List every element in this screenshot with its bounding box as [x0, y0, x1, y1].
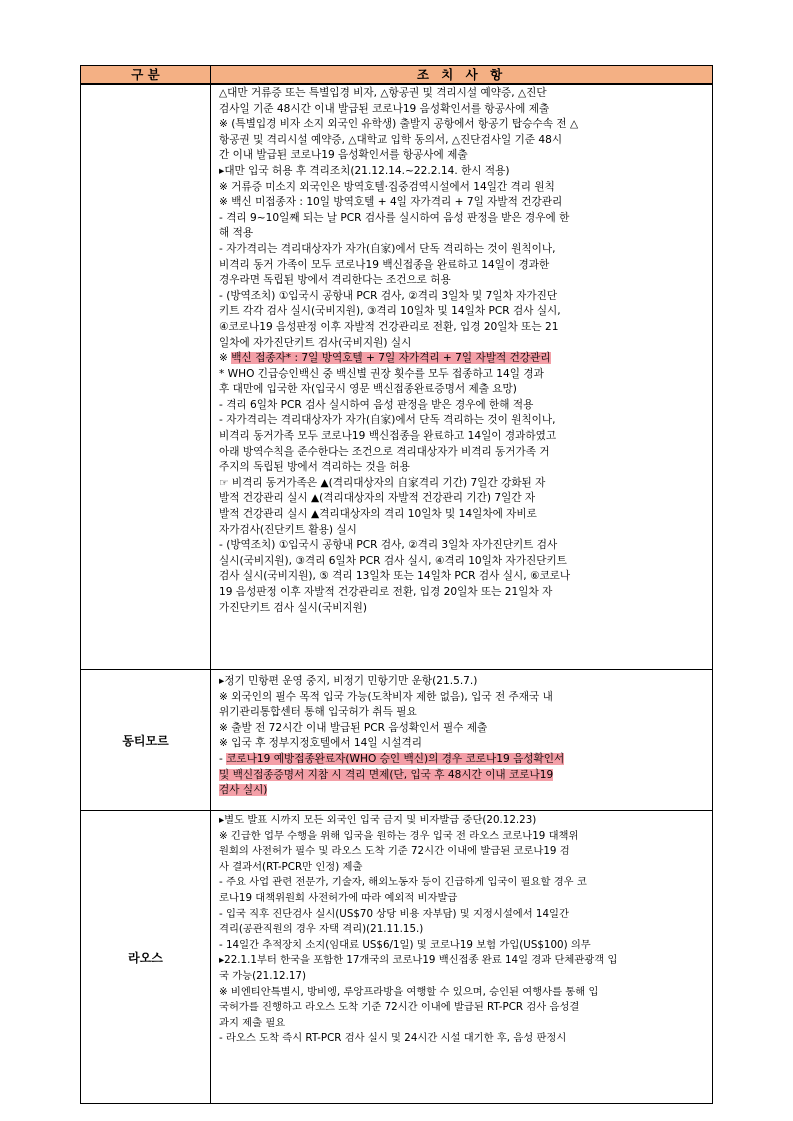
- text-line: ※ (특별입경 비자 소지 외국인 유학생) 출발지 공항에서 항공기 탑승수속 전 △: [219, 118, 579, 131]
- text-line: 항공권 및 격리시설 예약증, △대학교 입학 동의서, △진단검사일 기준 48시: [219, 133, 563, 146]
- text-line: ※ 백신 미접종자 : 10일 방역호텔 + 4일 자가격리 + 7일 자발적 건강관리: [219, 196, 563, 209]
- text-line: ▸대만 입국 허용 후 격리조치(21.12.14.~22.2.14. 한시 적용): [219, 164, 510, 177]
- text-line: 발적 건강관리 실시 ▲격리대상자의 격리 10일차 및 14일차에 자비로: [219, 508, 537, 521]
- text-line: 주지의 독립된 방에서 격리하는 것을 허용: [219, 461, 410, 474]
- text-line: ▸22.1.1부터 한국을 포함한 17개국의 코로나19 백신접종 완료 14일 경과 단체관광객 입: [219, 954, 618, 967]
- text-line: ※ 긴급한 업무 수행을 위해 입국을 원하는 경우 입국 전 라오스 코로나19 대책위: [219, 829, 579, 842]
- row-label: [81, 85, 211, 669]
- text-line: [219, 783, 709, 799]
- text-line: ※ 비엔티안특별시, 방비엥, 루앙프라방을 여행할 수 있으며, 승인된 여행사를 통해 입: [219, 985, 599, 998]
- text-line: 위기관리통합센터 통해 입국허가 취득 필요: [219, 706, 417, 719]
- header-category: 구 분: [81, 66, 211, 83]
- text-line: 발적 건강관리 실시 ▲(격리대상자의 자발적 건강관리 기간) 7일간 자: [219, 492, 536, 505]
- text-line: - (방역조치) ①입국시 공항내 PCR 검사, ②격리 3일차 및 7일차 자가진단: [219, 289, 558, 302]
- row-label: 라오스: [81, 811, 211, 1103]
- header-measures: 조 치 사 항: [416, 67, 507, 82]
- text-line: 로나19 대책위원회 사전허가에 따라 예외적 비자발급: [219, 891, 458, 904]
- text-line: 가진단키트 검사 실시(국비지원): [219, 601, 368, 614]
- text-line: 실시(국비지원), ③격리 6일차 PCR 검사 실시, ④격리 10일차 자가진단키트: [219, 554, 567, 567]
- highlighted-text: 검사 실시): [219, 784, 268, 797]
- text-line: 검사 실시(국비지원), ⑤ 격리 13일차 또는 14일차 PCR 검사 실시, ⑥코로나: [219, 570, 571, 583]
- text-line: - 라오스 도착 즉시 RT-PCR 검사 실시 및 24시간 시설 대기한 후, 음성 판정시: [219, 1032, 567, 1045]
- row-content: [219, 86, 709, 616]
- row-timor-leste: [81, 669, 712, 810]
- text-line: △대만 거류증 또는 특별입경 비자, △항공권 및 격리시설 예약증, △진단: [219, 87, 547, 99]
- text-line: 아래 방역수칙을 준수한다는 조건으로 격리대상자가 비격리 동거가족 거: [219, 445, 550, 458]
- text-line: - 코로나19 예방접종완료자(WHO 승인 백신)의 경우 코로나19 음성확인서: [219, 752, 565, 765]
- text-line: - 14일간 추적장치 소지(임대료 US$6/1일) 및 코로나19 보험 가입(US$100) 의무: [219, 938, 591, 951]
- text-line: 후 대만에 입국한 자(입국시 영문 백신접종완료증명서 제출 요망): [219, 383, 517, 396]
- text-line: - (방역조치) ①입국시 공항내 PCR 검사, ②격리 3일차 자가진단키트 검사: [219, 539, 558, 552]
- text-line: ※ 백신 접종자* : 7일 방역호텔 + 7일 자가격리 + 7일 자발적 건강관리: [219, 352, 551, 365]
- text-line: - 격리 9~10일째 되는 날 PCR 검사를 실시하여 음성 판정을 받은 경우에 한: [219, 211, 570, 224]
- text-line: 국 가능(21.12.17): [219, 969, 307, 982]
- highlighted-text: 코로나19 예방접종완료자(WHO 승인 백신)의 경우 코로나19 음성확인서: [226, 752, 565, 765]
- text-line: 국허가를 진행하고 라오스 도착 기준 72시간 이내에 발급된 RT-PCR 검사 음성결: [219, 1001, 580, 1014]
- highlighted-text: 및 백신접종증명서 지참 시 격리 면제(단, 입국 후 48시간 이내 코로나19: [219, 768, 554, 781]
- text-line: ※ 출발 전 72시간 이내 발급된 PCR 음성확인서 필수 제출: [219, 721, 488, 734]
- text-line: - 주요 사업 관련 전문가, 기술자, 해외노동자 등이 긴급하게 입국이 필요할 경우 코: [219, 876, 587, 889]
- text-line: * WHO 긴급승인백신 중 백신별 권장 횟수를 모두 접종하고 14일 경과: [219, 367, 544, 380]
- text-line: ※ 입국 후 정부지정호텔에서 14일 시설격리: [219, 737, 422, 750]
- text-line: 키트 각각 검사 실시(국비지원), ③격리 10일차 및 14일차 PCR 검사 실시,: [219, 305, 561, 318]
- text-line: 사 결과서(RT-PCR만 인정) 제출: [219, 860, 363, 873]
- text-line: ※ 외국인의 필수 목적 입국 가능(도착비자 제한 없음), 입국 전 주재국 내: [219, 690, 553, 703]
- row-content: [219, 674, 709, 799]
- row-label: 동티모르: [81, 670, 211, 810]
- highlighted-text: 백신 접종자* : 7일 방역호텔 + 7일 자가격리 + 7일 자발적 건강관리: [231, 352, 551, 365]
- text-line: - 자가격리는 격리대상자가 자가(自家)에서 단독 격리하는 것이 원칙이나,: [219, 414, 556, 427]
- text-line: ☞ 비격리 동거가족은 ▲(격리대상자의 自家격리 기간) 7일간 강화된 자: [219, 476, 546, 489]
- text-line: 일차에 자가진단키트 검사(국비지원) 실시: [219, 336, 412, 349]
- row-laos: [81, 810, 712, 1103]
- text-line: ※ 거류증 미소지 외국인은 방역호텔·집중검역시설에서 14일간 격리 원칙: [219, 180, 555, 193]
- measures-table: [80, 65, 713, 1104]
- row-content: [219, 813, 709, 1047]
- table-header: [81, 66, 712, 85]
- text-line: ▸정기 민항편 운영 중지, 비정기 민항기만 운항(21.5.7.): [219, 675, 478, 687]
- text-line: - 자가격리는 격리대상자가 자가(自家)에서 단독 격리하는 것이 원칙이나,: [219, 242, 556, 255]
- text-line: 비격리 동거가족 모두 코로나19 백신접종을 완료하고 14일이 경과하였고: [219, 430, 557, 443]
- text-line: - 입국 직후 진단검사 실시(US$70 상당 비용 자부담) 및 지정시설에서 14일간: [219, 907, 569, 920]
- text-line: - 격리 6일차 PCR 검사 실시하여 음성 판정을 받은 경우에 한해 적용: [219, 398, 534, 411]
- text-line: ▸별도 발표 시까지 모든 외국인 입국 금지 및 비자발급 중단(20.12.23): [219, 814, 537, 826]
- text-line: 과지 제출 필요: [219, 1016, 286, 1029]
- text-line: 해 적용: [219, 227, 254, 240]
- row-taiwan: [81, 85, 712, 669]
- text-line: 원회의 사전허가 필수 및 라오스 도착 기준 72시간 이내에 발급된 코로나19 검: [219, 845, 570, 858]
- text-line: 19 음성판정 이후 자발적 건강관리로 전환, 입경 20일차 또는 21일차 자: [219, 586, 553, 598]
- text-line: 간 이내 발급된 코로나19 음성확인서를 항공사에 제출: [219, 149, 468, 162]
- text-line: 비격리 동거 가족이 모두 코로나19 백신접종을 완료하고 14일이 경과한: [219, 258, 550, 271]
- text-line: ④코로나19 음성판정 이후 자발적 건강관리로 전환, 입경 20일차 또는 21: [219, 320, 559, 333]
- text-line: 자가검사(진단키트 활용) 실시: [219, 523, 357, 536]
- text-line: 검사일 기준 48시간 이내 발급된 코로나19 음성확인서를 항공사에 제출: [219, 102, 550, 115]
- text-line: 경우라면 독립된 방에서 격리한다는 조건으로 허용: [219, 274, 451, 287]
- text-line: 격리(공관직원의 경우 자택 격리)(21.11.15.): [219, 923, 424, 936]
- text-line: [219, 768, 709, 784]
